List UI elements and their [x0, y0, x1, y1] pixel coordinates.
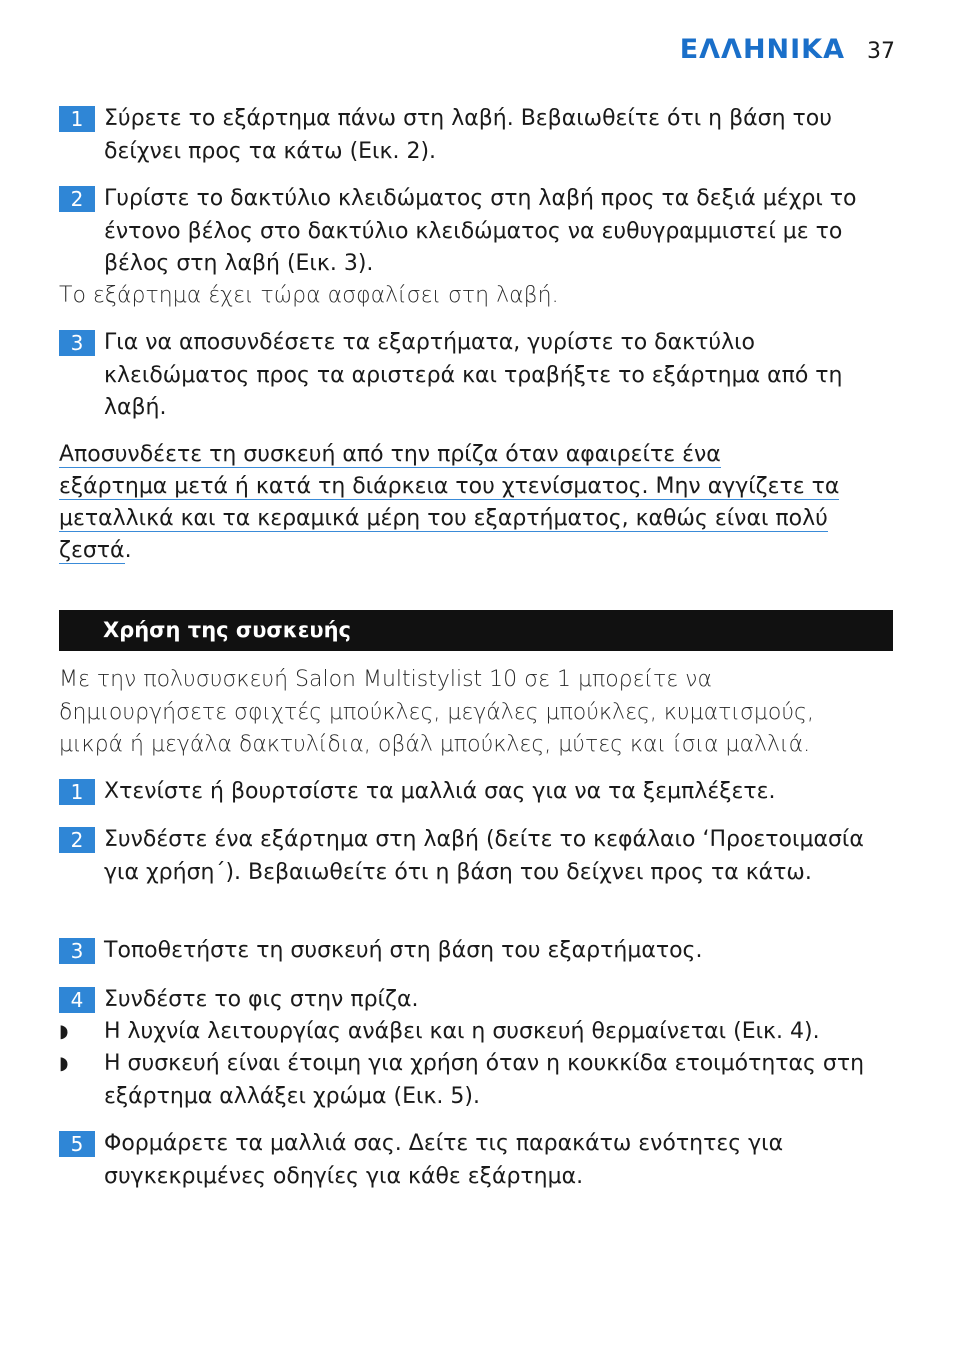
result-arrow-icon: ◗	[59, 1053, 69, 1074]
result-text: Η συσκευή είναι έτοιμη για χρήση όταν η κουκκίδα ετοιμότητας στη εξάρτημα αλλάξει χρώμα (Εικ. 5).	[104, 1051, 865, 1109]
step-number-badge: 2	[59, 186, 95, 212]
intro-line: μικρά ή μεγάλα δακτυλίδια, οβάλ μπούκλες, μύτες και ίσια μαλλιά.	[59, 732, 811, 757]
warning-end: .	[124, 538, 132, 563]
step-1-bottom	[59, 776, 899, 809]
intro-line: Με την πολυσυσκευή Salon Multistylist 10 σε 1 μπορείτε να	[59, 667, 712, 692]
step-number-badge: 3	[59, 330, 95, 356]
warning-line-3: μεταλλικά και τα κεραμικά μέρη του εξαρτήματος, καθώς είναι πολύ	[59, 506, 828, 531]
result-item	[59, 1016, 899, 1049]
step-number-badge: 4	[59, 987, 95, 1013]
warning-line-2: εξάρτημα μετά ή κατά τη διάρκεια του χτενίσματος. Μην αγγίζετε τα	[59, 474, 840, 499]
page-header	[640, 34, 895, 74]
warning-line-4: ζεστά	[59, 538, 125, 563]
step-2-top	[59, 183, 899, 281]
step-text: Γυρίστε το δακτύλιο κλειδώματος στη λαβή προς τα δεξιά μέχρι το έντονο βέλος στο δακτύλιο κλειδώματος να ευθυγραμμιστεί με το βέλος στη λαβή (Εικ. 3).	[104, 186, 857, 276]
step-3-top	[59, 327, 899, 425]
step-number-badge: 3	[59, 938, 95, 964]
step-number-badge: 1	[59, 106, 95, 132]
step-number-badge: 5	[59, 1131, 95, 1157]
step-text: Συνδέστε το φις στην πρίζα.	[104, 987, 419, 1012]
step-text: Χτενίστε ή βουρτσίστε τα μαλλιά σας για να τα ξεμπλέξετε.	[104, 779, 776, 804]
result-arrow-icon: ◗	[59, 1021, 69, 1042]
section-intro	[59, 664, 899, 762]
step-text: Συνδέστε ένα εξάρτημα στη λαβή (δείτε το κεφάλαιο ‘Προετοιμασία για χρήση΄). Βεβαιωθείτε ότι η βάση του δείχνει προς τα κάτω.	[104, 827, 864, 885]
intro-line: δημιουργήσετε σφιχτές μπούκλες, μεγάλες μπούκλες, κυματισμούς,	[59, 699, 814, 725]
step-1-top	[59, 103, 899, 168]
language-title: ΕΛΛΗΝΙΚΑ	[679, 34, 845, 65]
step-number-badge: 2	[59, 827, 95, 853]
page-number: 37	[867, 39, 895, 64]
step-3-bottom	[59, 935, 899, 968]
step-text: Για να αποσυνδέσετε τα εξαρτήματα, γυρίστε το δακτύλιο κλειδώματος προς τα αριστερά και τραβήξτε το εξάρτημα από τη λαβή.	[104, 330, 843, 420]
result-item	[59, 1048, 899, 1113]
step-number-badge: 1	[59, 779, 95, 805]
step-2-bottom	[59, 824, 899, 889]
step-4-bottom	[59, 984, 899, 1017]
warning-line-1: Αποσυνδέετε τη συσκευή από την πρίζα όταν αφαιρείτε ένα	[59, 442, 721, 467]
section-title: Χρήση της συσκευής	[59, 610, 893, 651]
result-text: Η λυχνία λειτουργίας ανάβει και η συσκευή θερμαίνεται (Εικ. 4).	[104, 1019, 820, 1044]
step-text: Σύρετε το εξάρτημα πάνω στη λαβή. Βεβαιωθείτε ότι η βάση του δείχνει προς τα κάτω (Εικ. 2).	[104, 106, 832, 164]
step-5-bottom	[59, 1128, 899, 1193]
warning-text	[59, 439, 899, 567]
step-text: Φορμάρετε τα μαλλιά σας. Δείτε τις παρακάτω ενότητες για συγκεκριμένες οδηγίες για κάθε εξάρτημα.	[104, 1131, 784, 1189]
step-text: Τοποθετήστε τη συσκευή στη βάση του εξαρτήματος.	[104, 938, 703, 963]
step-2-note: Το εξάρτημα έχει τώρα ασφαλίσει στη λαβή.	[59, 283, 559, 308]
